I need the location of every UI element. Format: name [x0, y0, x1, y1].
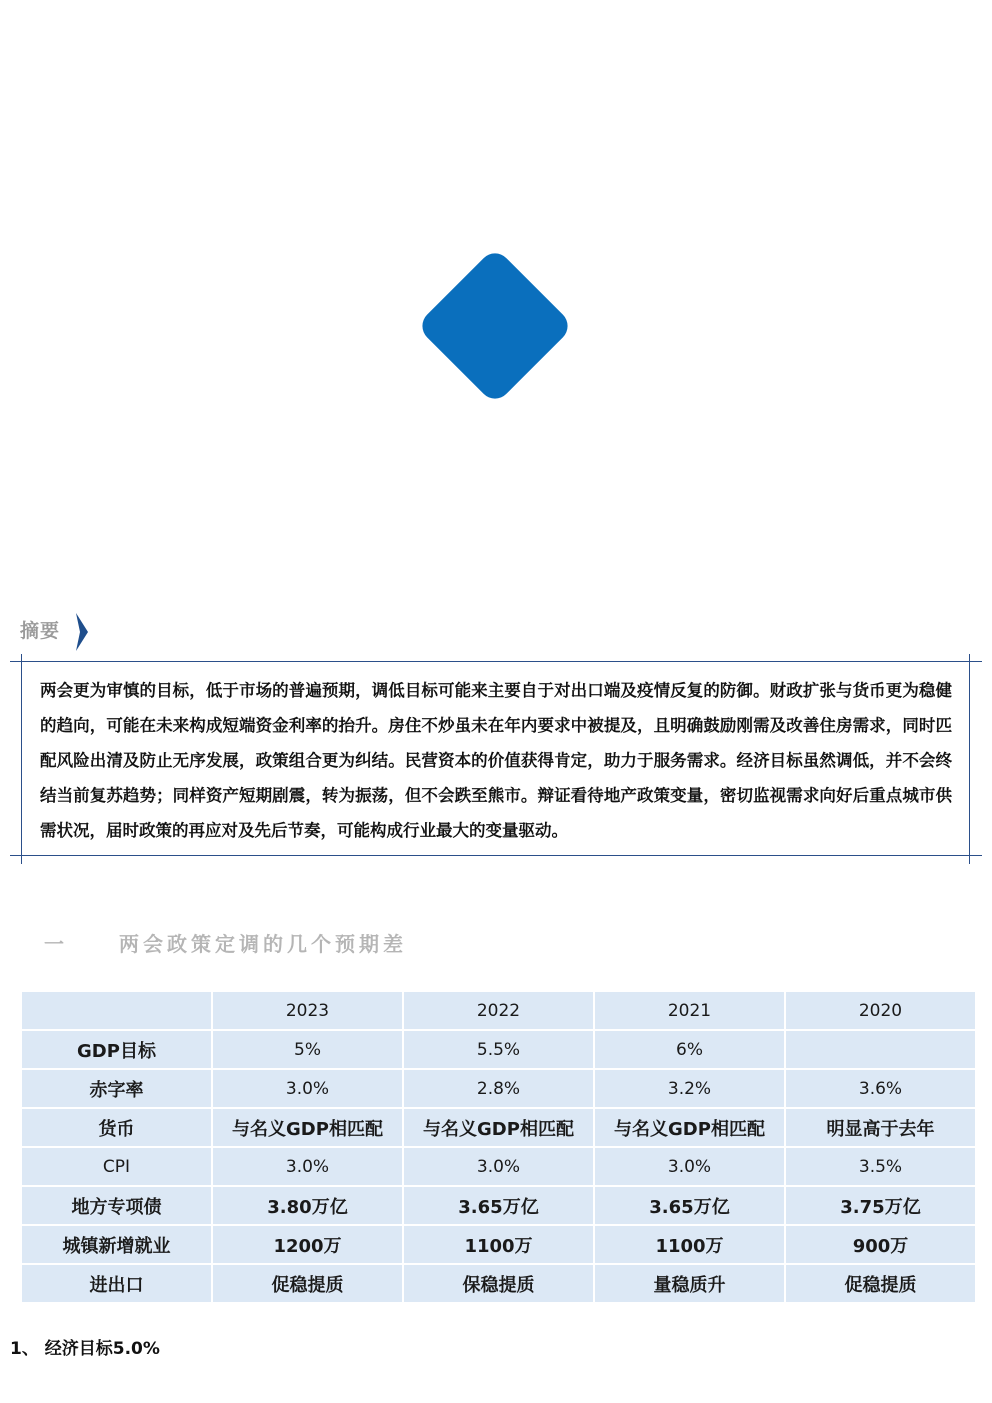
table-cell: 促稳提质 — [786, 1265, 975, 1304]
table-header-cell: 2022 — [404, 992, 593, 1031]
table-row — [22, 1226, 975, 1265]
table-header-cell: 2021 — [595, 992, 784, 1031]
table-row — [22, 1265, 975, 1304]
table-cell: 900万 — [786, 1226, 975, 1265]
table-cell: 与名义GDP相匹配 — [404, 1109, 593, 1148]
table-cell: 3.80万亿 — [213, 1187, 402, 1226]
table-row — [22, 1187, 975, 1226]
row-label: CPI — [22, 1148, 211, 1187]
table-header-cell — [22, 992, 211, 1031]
table-row — [22, 1148, 975, 1187]
abstract-heading: 摘要 — [20, 620, 61, 642]
subheading: 1、 经济目标5.0% — [10, 1339, 160, 1359]
row-label: 进出口 — [22, 1265, 211, 1304]
section-number: 一 — [44, 932, 64, 956]
table-cell: 保稳提质 — [404, 1265, 593, 1304]
table-cell: 3.65万亿 — [595, 1187, 784, 1226]
table-cell: 3.0% — [213, 1148, 402, 1187]
table-cell: 1100万 — [595, 1226, 784, 1265]
table-header-row — [22, 992, 975, 1031]
table-cell: 3.0% — [595, 1148, 784, 1187]
table-cell: 与名义GDP相匹配 — [595, 1109, 784, 1148]
table-cell — [786, 1031, 975, 1070]
table-cell: 5.5% — [404, 1031, 593, 1070]
row-label: GDP目标 — [22, 1031, 211, 1070]
table-row — [22, 1031, 975, 1070]
frame-line-right — [969, 654, 970, 864]
chevron-right-icon — [76, 613, 88, 651]
frame-line-top — [10, 661, 982, 662]
table-cell: 明显高于去年 — [786, 1109, 975, 1148]
table-cell: 量稳质升 — [595, 1265, 784, 1304]
frame-line-left — [21, 654, 22, 864]
table-row — [22, 1109, 975, 1148]
table-cell: 3.5% — [786, 1148, 975, 1187]
table-cell: 3.6% — [786, 1070, 975, 1109]
table-cell: 3.0% — [213, 1070, 402, 1109]
row-label: 城镇新增就业 — [22, 1226, 211, 1265]
row-label: 赤字率 — [22, 1070, 211, 1109]
table-cell: 3.0% — [404, 1148, 593, 1187]
row-label: 货币 — [22, 1109, 211, 1148]
logo-diamond-icon — [416, 247, 574, 405]
table-cell: 6% — [595, 1031, 784, 1070]
table-cell: 5% — [213, 1031, 402, 1070]
table-cell: 1100万 — [404, 1226, 593, 1265]
table-cell: 与名义GDP相匹配 — [213, 1109, 402, 1148]
row-label: 地方专项债 — [22, 1187, 211, 1226]
section-title: 两会政策定调的几个预期差 — [119, 932, 407, 956]
table-header-cell: 2020 — [786, 992, 975, 1031]
table-cell: 3.65万亿 — [404, 1187, 593, 1226]
table-cell: 1200万 — [213, 1226, 402, 1265]
table-header-cell: 2023 — [213, 992, 402, 1031]
table-cell: 2.8% — [404, 1070, 593, 1109]
table-cell: 3.75万亿 — [786, 1187, 975, 1226]
table-row — [22, 1070, 975, 1109]
policy-targets-table — [20, 992, 977, 1304]
frame-line-bottom — [10, 855, 982, 856]
table-cell: 3.2% — [595, 1070, 784, 1109]
table-cell: 促稳提质 — [213, 1265, 402, 1304]
abstract-text: 两会更为审慎的目标，低于市场的普遍预期，调低目标可能来主要自于对出口端及疫情反复的防御。财政扩张与货币更为稳健的趋向，可能在未来构成短端资金利率的抬升。房住不炒虽未在年内要求中被提及，且明确鼓励刚需及改善住房需求，同时匹配风险出清及防止无序发展，政策组合更为纠结。民营资本的价值获得肯定，助力于服务需求。经济目标虽然调低，并不会终结当前复苏趋势；同样资产短期剧震，转为振荡，但不会跌至熊市。辩证看待地产政策变量，密切监视需求向好后重点城市供需状况，届时政策的再应对及先后节奏，可能构成行业最大的变量驱动。 — [40, 681, 952, 840]
